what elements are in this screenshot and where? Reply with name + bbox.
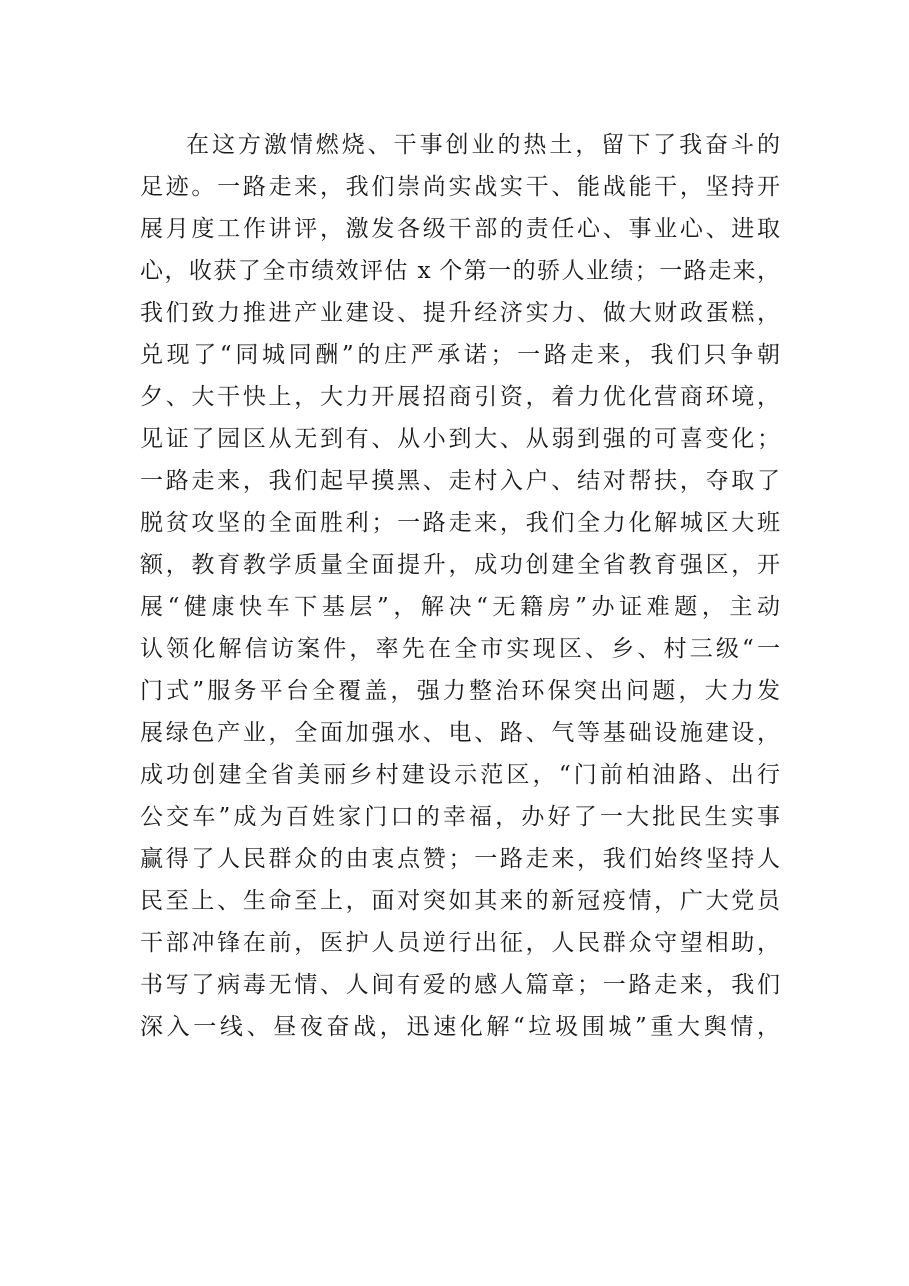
paragraph-line: 兑现了“同城同酬”的庄严承诺；一路走来，我们只争朝 bbox=[140, 342, 780, 368]
paragraph-line: 额，教育教学质量全面提升，成功创建全省教育强区，开 bbox=[140, 552, 780, 578]
paragraph-line: 脱贫攻坚的全面胜利；一路走来，我们全力化解城区大班 bbox=[140, 510, 780, 536]
paragraph-line: 民至上、生命至上，面对突如其来的新冠疫情，广大党员 bbox=[140, 888, 780, 914]
paragraph-line: 在这方激情燃烧、干事创业的热土，留下了我奋斗的 bbox=[186, 132, 780, 158]
paragraph-line: 成功创建全省美丽乡村建设示范区，“门前柏油路、出行 bbox=[140, 762, 780, 788]
paragraph-line: 夕、大干快上，大力开展招商引资，着力优化营商环境， bbox=[140, 384, 780, 410]
paragraph-line: 干部冲锋在前，医护人员逆行出征，人民群众守望相助， bbox=[140, 930, 780, 956]
paragraph-line: 见证了园区从无到有、从小到大、从弱到强的可喜变化； bbox=[140, 426, 780, 452]
paragraph-line: 认领化解信访案件，率先在全市实现区、乡、村三级“一 bbox=[140, 636, 780, 662]
paragraph-line: 一路走来，我们起早摸黑、走村入户、结对帮扶，夺取了 bbox=[140, 468, 780, 494]
paragraph-line: 门式”服务平台全覆盖，强力整治环保突出问题，大力发 bbox=[140, 678, 780, 704]
paragraph-line: 展绿色产业，全面加强水、电、路、气等基础设施建设， bbox=[140, 720, 780, 746]
paragraph-line: 足迹。一路走来，我们崇尚实战实干、能战能干，坚持开 bbox=[140, 174, 780, 200]
paragraph-line: 赢得了人民群众的由衷点赞；一路走来，我们始终坚持人 bbox=[140, 846, 780, 872]
paragraph-line: 公交车”成为百姓家门口的幸福，办好了一大批民生实事 bbox=[140, 804, 780, 830]
paragraph-line: 心，收获了全市绩效评估 x 个第一的骄人业绩；一路走来， bbox=[140, 258, 780, 284]
paragraph-line: 深入一线、昼夜奋战，迅速化解“垃圾围城”重大舆情， bbox=[140, 1014, 780, 1040]
body-paragraph bbox=[140, 124, 780, 1048]
paragraph-line: 书写了病毒无情、人间有爱的感人篇章；一路走来，我们 bbox=[140, 972, 780, 998]
paragraph-line: 展月度工作讲评，激发各级干部的责任心、事业心、进取 bbox=[140, 216, 780, 242]
paragraph-line: 展“健康快车下基层”，解决“无籍房”办证难题，主动 bbox=[140, 594, 780, 620]
paragraph-line: 我们致力推进产业建设、提升经济实力、做大财政蛋糕， bbox=[140, 300, 780, 326]
